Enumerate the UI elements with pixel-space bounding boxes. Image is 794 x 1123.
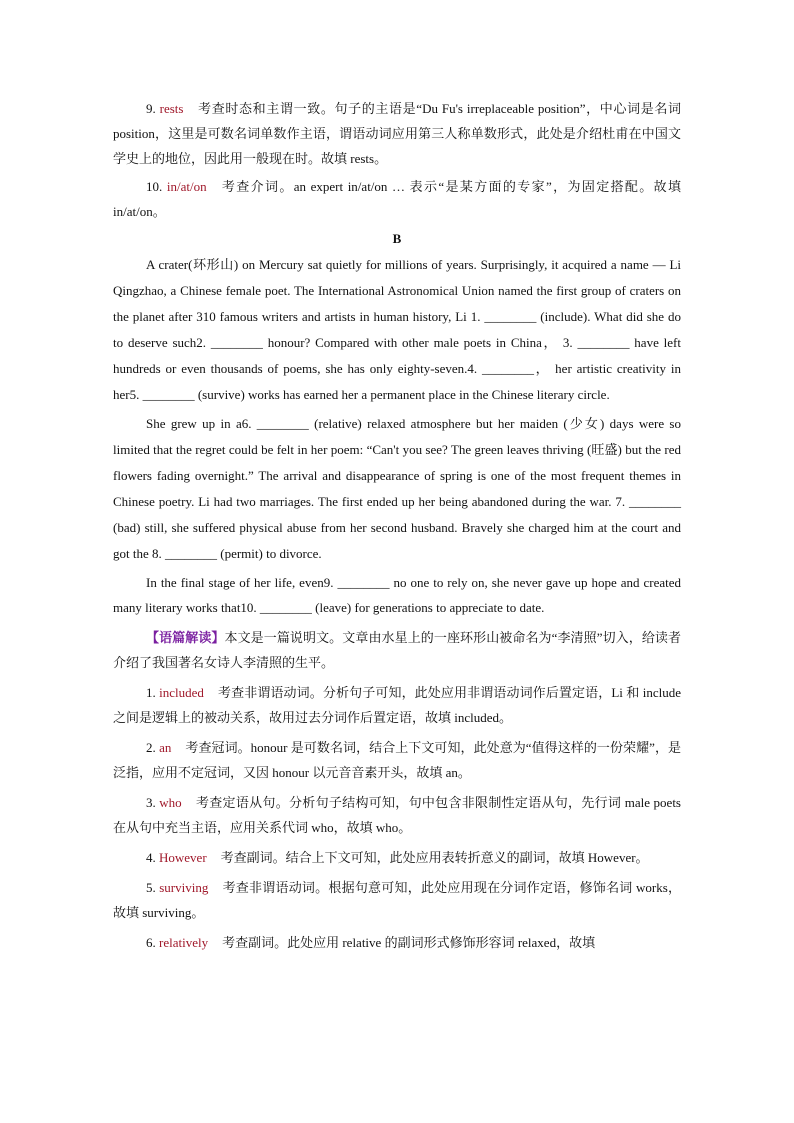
passage-paragraph-2: She grew up in a6. ________ (relative) relaxed atmosphere but her maiden (少女) days were so limited that the regret could be felt in her poem: “Can't you see? The green leaves thriving (旺盛) but the red flowers fading overnight.” The arrival and disappearance of spring is one of the most frequent themes in Chinese poetry. Li had two marriages. The first ended up her being abandoned during the war. 7. ________ (bad) still, she suffered physical abuse from her second husband. Bravely she charged him at the court and got the 8. ________ (permit) to divorce. (113, 416, 681, 561)
answer-item-3 (113, 790, 681, 840)
answer-explanation: 考查非谓语动词。分析句子可知，此处应用非谓语动词作后置定语，Li 和 include 之间是逻辑上的被动关系，故用过去分词作后置定语，故填 included。 (113, 685, 682, 725)
answer-number: 2. (146, 740, 156, 755)
answer-item-5 (113, 875, 681, 925)
passage-paragraph-3: In the final stage of her life, even9. ________ no one to rely on, she never gave up hope and created many literary works that10. ________ (leave) for generations to appreciate to date. (113, 575, 681, 615)
answer-key: who (159, 795, 182, 810)
answer-explanation: 考查定语从句。分析句子结构可知，句中包含非限制性定语从句，先行词 male poets 在从句中充当主语，应用关系代词 who，故填 who。 (113, 795, 681, 835)
answer-key: However (159, 850, 207, 865)
answer-explanation: 考查副词。结合上下文可知，此处应用表转折意义的副词，故填 However。 (220, 850, 649, 865)
answer-number: 5. (146, 880, 156, 895)
answer-explanation: 考查非谓语动词。根据句意可知，此处应用现在分词作定语，修饰名词 works，故填 surviving。 (113, 880, 682, 920)
answer-number: 10. (146, 179, 163, 194)
answer-key: relatively (159, 935, 209, 950)
section-heading: B (392, 231, 402, 246)
analysis-tag: 【语篇解读】 (146, 630, 225, 645)
analysis-text: 本文是一篇说明文。文章由水星上的一座环形山被命名为“李清照”切入，给读者介绍了我国著名女诗人李清照的生平。 (113, 630, 681, 670)
answer-item-10 (113, 174, 681, 224)
answer-key: rests (159, 101, 184, 116)
answer-key: included (159, 685, 204, 700)
answer-number: 4. (146, 850, 156, 865)
answer-number: 1. (146, 685, 156, 700)
answer-item-2 (113, 735, 681, 785)
answer-item-9 (113, 96, 681, 171)
answer-explanation: 考查副词。此处应用 relative 的副词形式修饰形容词 relaxed，故填 (222, 935, 596, 950)
document-content (113, 96, 681, 955)
passage-paragraph-1: A crater(环形山) on Mercury sat quietly for millions of years. Surprisingly, it acquired a name — Li Qingzhao, a Chinese female poet. The International Astronomical Union named the first group of craters on the planet after 310 famous writers and artists in human history, Li 1. ________ (include). What did she do to deserve such2. ________ honour? Compared with other male poets in China， 3. ________ have left hundreds or even thousands of poems, she has only eighty-seven.4. ________， her artistic creativity in her5. ________ (survive) works has earned her a permanent place in the Chinese literary circle. (113, 257, 681, 402)
answer-item-1 (113, 680, 681, 730)
passage-analysis (113, 625, 681, 675)
answer-explanation: 考查介词。an expert in/at/on … 表示“是某方面的专家”，为固定搭配。故填 in/at/on。 (113, 179, 681, 219)
answer-number: 6. (146, 935, 156, 950)
answer-explanation: 考查时态和主谓一致。句子的主语是“Du Fu's irreplaceable position”，中心词是名词 position，这里是可数名词单数作主语，谓语动词应用第三人称单数形式，此处是介绍杜甫在中国文学史上的地位，因此用一般现在时。故填 rests。 (113, 101, 681, 166)
answer-key: in/at/on (166, 179, 207, 194)
answer-key: surviving (159, 880, 209, 895)
answer-key: an (159, 740, 172, 755)
answer-explanation: 考查冠词。honour 是可数名词，结合上下文可知，此处意为“值得这样的一份荣耀”，是泛指，应用不定冠词，又因 honour 以元音音素开头，故填 an。 (113, 740, 682, 780)
answer-number: 9. (146, 101, 156, 116)
answer-item-6 (113, 930, 681, 955)
answer-number: 3. (146, 795, 156, 810)
answer-item-4 (113, 845, 681, 870)
